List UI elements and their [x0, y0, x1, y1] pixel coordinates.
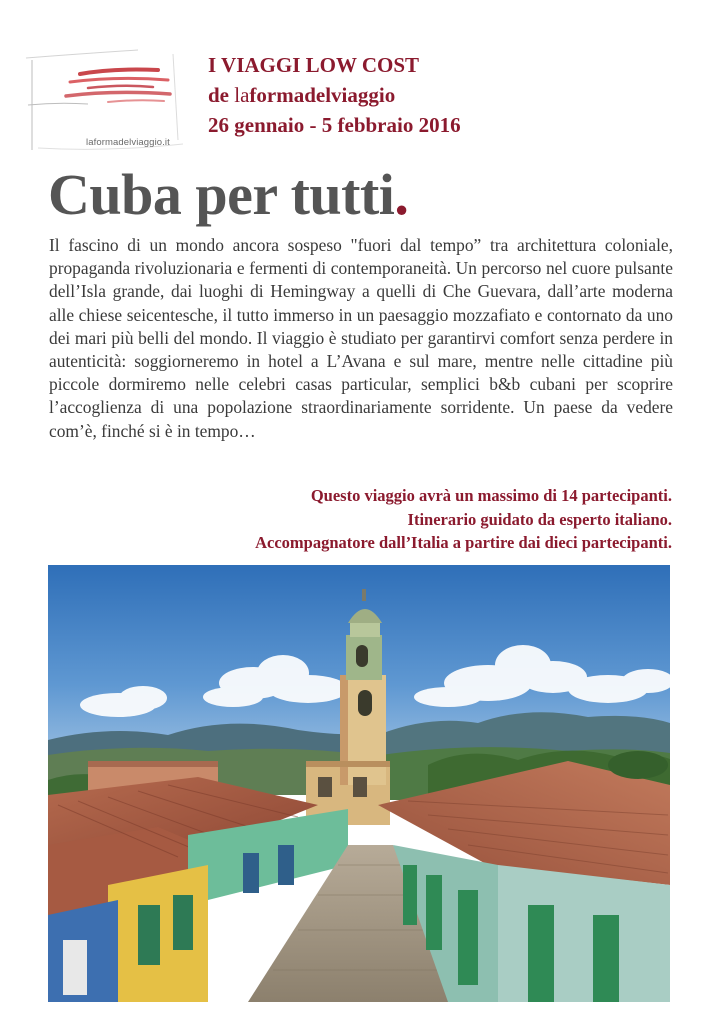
description-paragraph: Il fascino di un mondo ancora sospeso "fuori dal tempo” tra architettura coloniale, propaganda rivoluzionaria e fermenti di contemporaneità. Un percorso nel cuore pulsante dell’Isla grande, dai luoghi di Hemingway a quelli di Che Guevara, dall’arte moderna alle chiese seicentesche, il tutto immerso in un paesaggio mozzafiato e contornato da uno dei mari più belli del mondo. Il viaggio è studiato per garantirvi comfort senza perdere in autenticità: soggiorneremo in hotel a L’Avana e sul mare, mentre nelle cittadine più piccole dormiremo nelle celebri casas particular, semplici b&b cubani per scoprire l’accoglienza di una popolazione straordinariamente sorridente. Un paese da vedere com’è, finché si è in tempo… [49, 235, 673, 441]
series-title: I VIAGGI LOW COST [208, 53, 420, 77]
page-title-text: Cuba per tutti [48, 162, 395, 227]
organizer-prefix: de [208, 83, 235, 107]
organizer-brand-bold: formadelviaggio [249, 83, 396, 107]
highlight-max-participants: Questo viaggio avrà un massimo di 14 partecipanti. [310, 486, 672, 505]
highlight-guide: Itinerario guidato da esperto italiano. [407, 509, 672, 529]
page-title-dot: . [394, 162, 409, 227]
trip-header [208, 50, 461, 140]
trinidad-street-photo [48, 565, 670, 1002]
logo-caption: laformadelviaggio.it [86, 137, 170, 148]
organizer-line [208, 80, 461, 110]
trip-dates: 26 gennaio - 5 febbraio 2016 [208, 113, 461, 137]
highlights-block [255, 484, 672, 555]
page-title [48, 160, 408, 230]
organizer-brand-light: la [234, 83, 250, 107]
street-scene-image [48, 565, 670, 1002]
highlight-escort: Accompagnatore dall’Italia a partire dai dieci partecipanti. [255, 533, 672, 552]
